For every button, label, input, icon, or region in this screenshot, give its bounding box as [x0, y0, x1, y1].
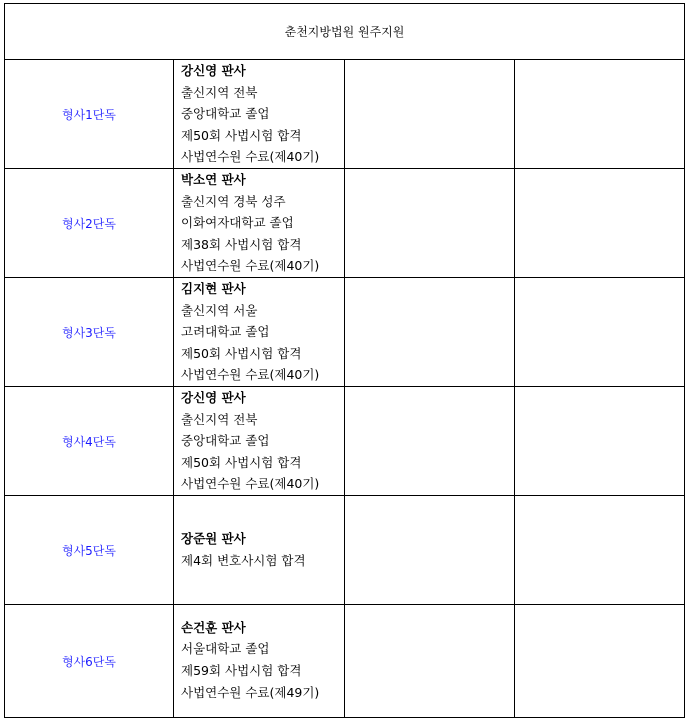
judge-name: 김지현 판사	[181, 281, 246, 297]
judge-name: 강신영 판사	[181, 63, 246, 79]
judge-detail: 제38회 사법시험 합격	[181, 236, 302, 252]
judge-detail: 사법연수원 수료(제40기)	[181, 149, 320, 165]
empty-cell	[345, 496, 515, 605]
judge-detail: 사법연수원 수료(제40기)	[181, 258, 320, 274]
empty-cell	[515, 60, 685, 169]
empty-cell	[515, 605, 685, 718]
judge-detail: 출신지역 전북	[181, 411, 258, 427]
court-title: 춘천지방법원 원주지원	[5, 4, 685, 60]
judge-name: 장준원 판사	[181, 531, 246, 547]
judge-detail: 중앙대학교 졸업	[181, 433, 270, 449]
judge-detail: 사법연수원 수료(제49기)	[181, 684, 320, 700]
judge-detail: 고려대학교 졸업	[181, 324, 270, 340]
judge-info	[174, 169, 345, 278]
empty-cell	[345, 60, 515, 169]
judge-info	[174, 605, 345, 718]
judge-detail: 제50회 사법시험 합격	[181, 127, 302, 143]
court-judges-table	[4, 3, 685, 718]
empty-cell	[515, 169, 685, 278]
empty-cell	[515, 387, 685, 496]
judge-info	[174, 278, 345, 387]
division-label: 형사4단독	[5, 387, 174, 496]
judge-detail: 제50회 사법시험 합격	[181, 345, 302, 361]
judge-name: 박소연 판사	[181, 172, 246, 188]
judge-detail: 출신지역 서울	[181, 302, 258, 318]
division-label: 형사6단독	[5, 605, 174, 718]
judge-detail: 출신지역 전북	[181, 84, 258, 100]
judge-name: 손건훈 판사	[181, 619, 246, 635]
judge-detail: 서울대학교 졸업	[181, 641, 270, 657]
empty-cell	[515, 496, 685, 605]
table-row	[5, 169, 685, 278]
empty-cell	[345, 387, 515, 496]
empty-cell	[515, 278, 685, 387]
judge-info	[174, 387, 345, 496]
table-row	[5, 496, 685, 605]
judge-detail: 제4회 변호사시험 합격	[181, 553, 306, 568]
division-label: 형사3단독	[5, 278, 174, 387]
division-label: 형사1단독	[5, 60, 174, 169]
judge-detail: 이화여자대학교 졸업	[181, 215, 294, 231]
judge-name: 강신영 판사	[181, 390, 246, 406]
judge-info	[174, 60, 345, 169]
judge-info	[174, 496, 345, 605]
judge-detail: 사법연수원 수료(제40기)	[181, 367, 320, 383]
judge-detail: 출신지역 경북 성주	[181, 193, 286, 209]
table-row	[5, 278, 685, 387]
table-row	[5, 605, 685, 718]
judge-detail: 제50회 사법시험 합격	[181, 454, 302, 470]
judge-detail: 중앙대학교 졸업	[181, 106, 270, 122]
judge-detail: 사법연수원 수료(제40기)	[181, 476, 320, 492]
division-label: 형사5단독	[5, 496, 174, 605]
header-row	[5, 4, 685, 60]
division-label: 형사2단독	[5, 169, 174, 278]
table-row	[5, 387, 685, 496]
judge-detail: 제59회 사법시험 합격	[181, 663, 302, 678]
empty-cell	[345, 278, 515, 387]
empty-cell	[345, 605, 515, 718]
table-row	[5, 60, 685, 169]
empty-cell	[345, 169, 515, 278]
